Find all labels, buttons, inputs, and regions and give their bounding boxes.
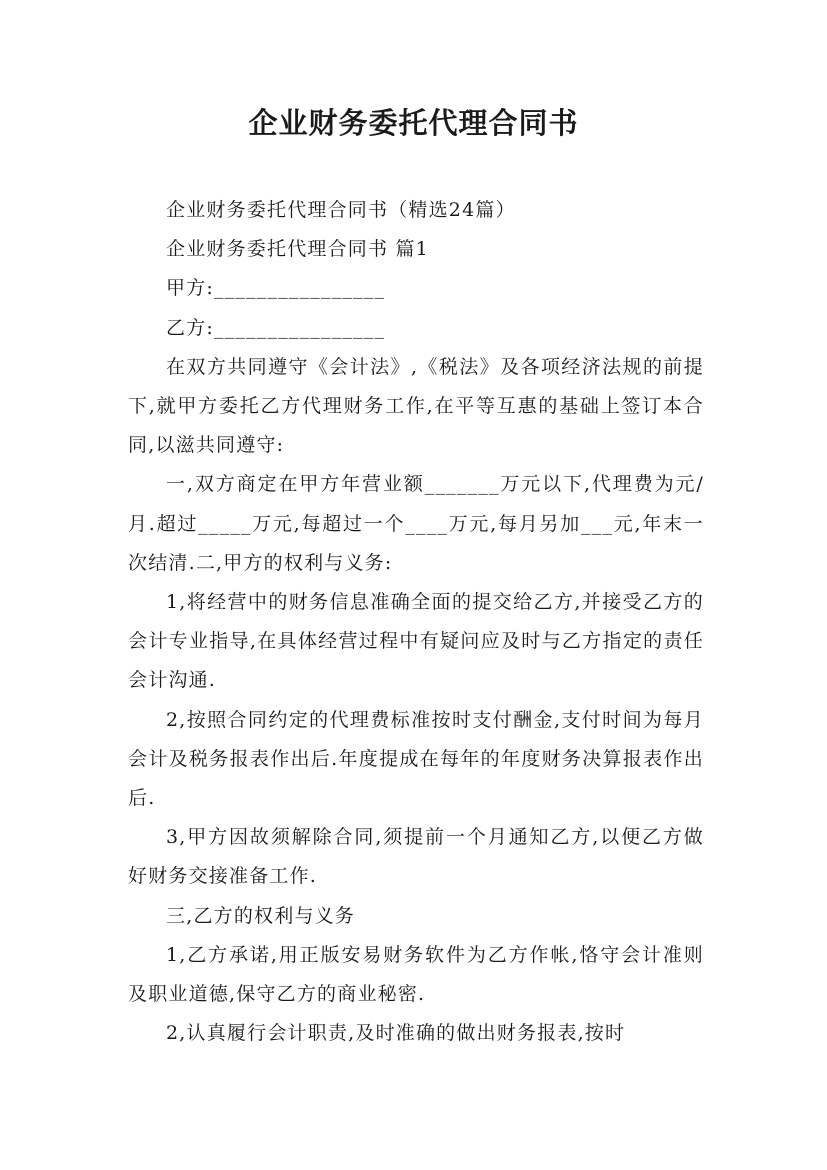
paragraph: 一,双方商定在甲方年营业额_______万元以下,代理费为元/月.超过_____万元,每超过一个____万元,每月另加___元,年末一次结清.二,甲方的权利与义务:: [128, 473, 704, 574]
paragraph: 2,认真履行会计职责,及时准确的做出财务报表,按时: [166, 1022, 626, 1045]
party-b-line: 乙方:________________: [166, 316, 386, 339]
document-body: [128, 191, 704, 1053]
paragraph: 企业财务委托代理合同书 篇1: [166, 238, 429, 261]
party-a-line: 甲方:________________: [166, 277, 386, 300]
section-heading: 三,乙方的权利与义务: [166, 904, 356, 927]
paragraph: 在双方共同遵守《会计法》,《税法》及各项经济法规的前提下,就甲方委托乙方代理财务工作,在平等互惠的基础上签订本合同,以滋共同遵守:: [128, 355, 704, 457]
paragraph: 1,将经营中的财务信息准确全面的提交给乙方,并接受乙方的会计专业指导,在具体经营过程中有疑问应及时与乙方指定的责任会计沟通.: [128, 591, 704, 692]
paragraph: 企业财务委托代理合同书（精选24篇）: [166, 199, 516, 221]
paragraph: 3,甲方因故须解除合同,须提前一个月通知乙方,以便乙方做好财务交接准备工作.: [128, 826, 704, 888]
paragraph: 2,按照合同约定的代理费标准按时支付酬金,支付时间为每月会计及税务报表作出后.年度提成在每年的年度财务决算报表作出后.: [128, 708, 704, 810]
document-title: 企业财务委托代理合同书: [248, 106, 579, 140]
paragraph: 1,乙方承诺,用正版安易财务软件为乙方作帐,恪守会计准则及职业道德,保守乙方的商业秘密.: [128, 943, 704, 1006]
